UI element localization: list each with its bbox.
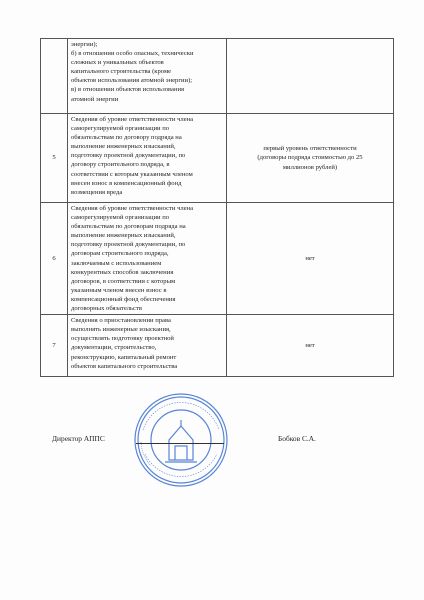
description-line: внесен взнос в компенсационный фонд [71, 179, 182, 187]
description-line: саморегулируемой организации по [71, 214, 170, 222]
table-row [41, 114, 394, 203]
signature-line [136, 443, 224, 444]
row-description [68, 203, 227, 315]
signatory-role: Директор АППС [52, 434, 105, 443]
description-line: подготовку проектной документации, по [71, 241, 186, 249]
row-description [68, 114, 227, 203]
value-line: нет [305, 342, 315, 350]
description-line: договору строительного подряда, в [71, 161, 170, 169]
description-line: заключаемым с использованием [71, 259, 162, 267]
value-line: первый уровень ответственности [263, 145, 357, 153]
description-line: договорам строительного подряда, [71, 250, 169, 258]
description-line: подготовку проектной документации, по [71, 152, 186, 160]
description-line: саморегулируемой организации по [71, 125, 170, 133]
value-line: нет [305, 255, 315, 263]
description-line: атомной энергии [71, 95, 119, 103]
table-row [41, 315, 394, 377]
row-description [68, 315, 227, 377]
description-line: сложных и уникальных объектов [71, 59, 164, 67]
description-line: соответствии с которым указанным членом [71, 170, 193, 178]
description-line: выполнение инженерных изысканий, [71, 143, 176, 151]
description-line: возмещения вреда [71, 188, 123, 196]
description-line: компенсационный фонд обеспечения [71, 295, 176, 303]
row-description [68, 39, 227, 114]
row-value [227, 114, 394, 203]
description-line: указанным членом внесен взнос в [71, 286, 167, 294]
row-value [227, 315, 394, 377]
table-row [41, 203, 394, 315]
description-line: обязательствам по договорам подряда на [71, 223, 186, 231]
value-line: миллионов рублей) [282, 163, 338, 171]
description-line: выполнять инженерные изыскания, [71, 326, 171, 334]
description-line: выполнение инженерных изысканий, [71, 232, 176, 240]
description-line: объектов использования атомной энергии); [71, 77, 193, 85]
signature-block [44, 434, 384, 494]
description-line: осуществлять подготовку проектной [71, 335, 174, 343]
description-line: в) в отношении объектов использования [71, 86, 185, 94]
table-row [41, 39, 394, 114]
description-line: капитального строительства (кроме [71, 68, 172, 76]
description-line: Сведения об уровне ответственности члена [71, 116, 194, 123]
row-number: 6 [41, 203, 68, 315]
description-line: договорных обязательств [71, 305, 142, 313]
description-line: Сведения об уровне ответственности члена [71, 205, 194, 212]
description-line: б) в отношении особо опасных, технически [71, 50, 194, 58]
row-value [227, 39, 394, 114]
value-line: (договоры подряда стоимостью до 25 [257, 154, 363, 162]
row-number: 5 [41, 114, 68, 203]
signatory-name: Бобков С.А. [278, 434, 316, 443]
description-line: обязательствам по договору подряда на [71, 134, 182, 142]
description-line: реконструкцию, капитальный ремонт [71, 353, 177, 361]
row-number: 7 [41, 315, 68, 377]
description-line: Сведения о приостановлении права [71, 317, 171, 325]
description-line: энергии); [71, 41, 98, 48]
description-line: документации, строительство, [71, 344, 157, 352]
description-line: конкурентных способов заключения [71, 268, 174, 276]
description-line: договоров, в соответствии с которым [71, 277, 176, 285]
description-line: объектов капитального строительства [71, 362, 178, 370]
registry-table [40, 38, 394, 377]
row-number [41, 39, 68, 114]
row-value [227, 203, 394, 315]
